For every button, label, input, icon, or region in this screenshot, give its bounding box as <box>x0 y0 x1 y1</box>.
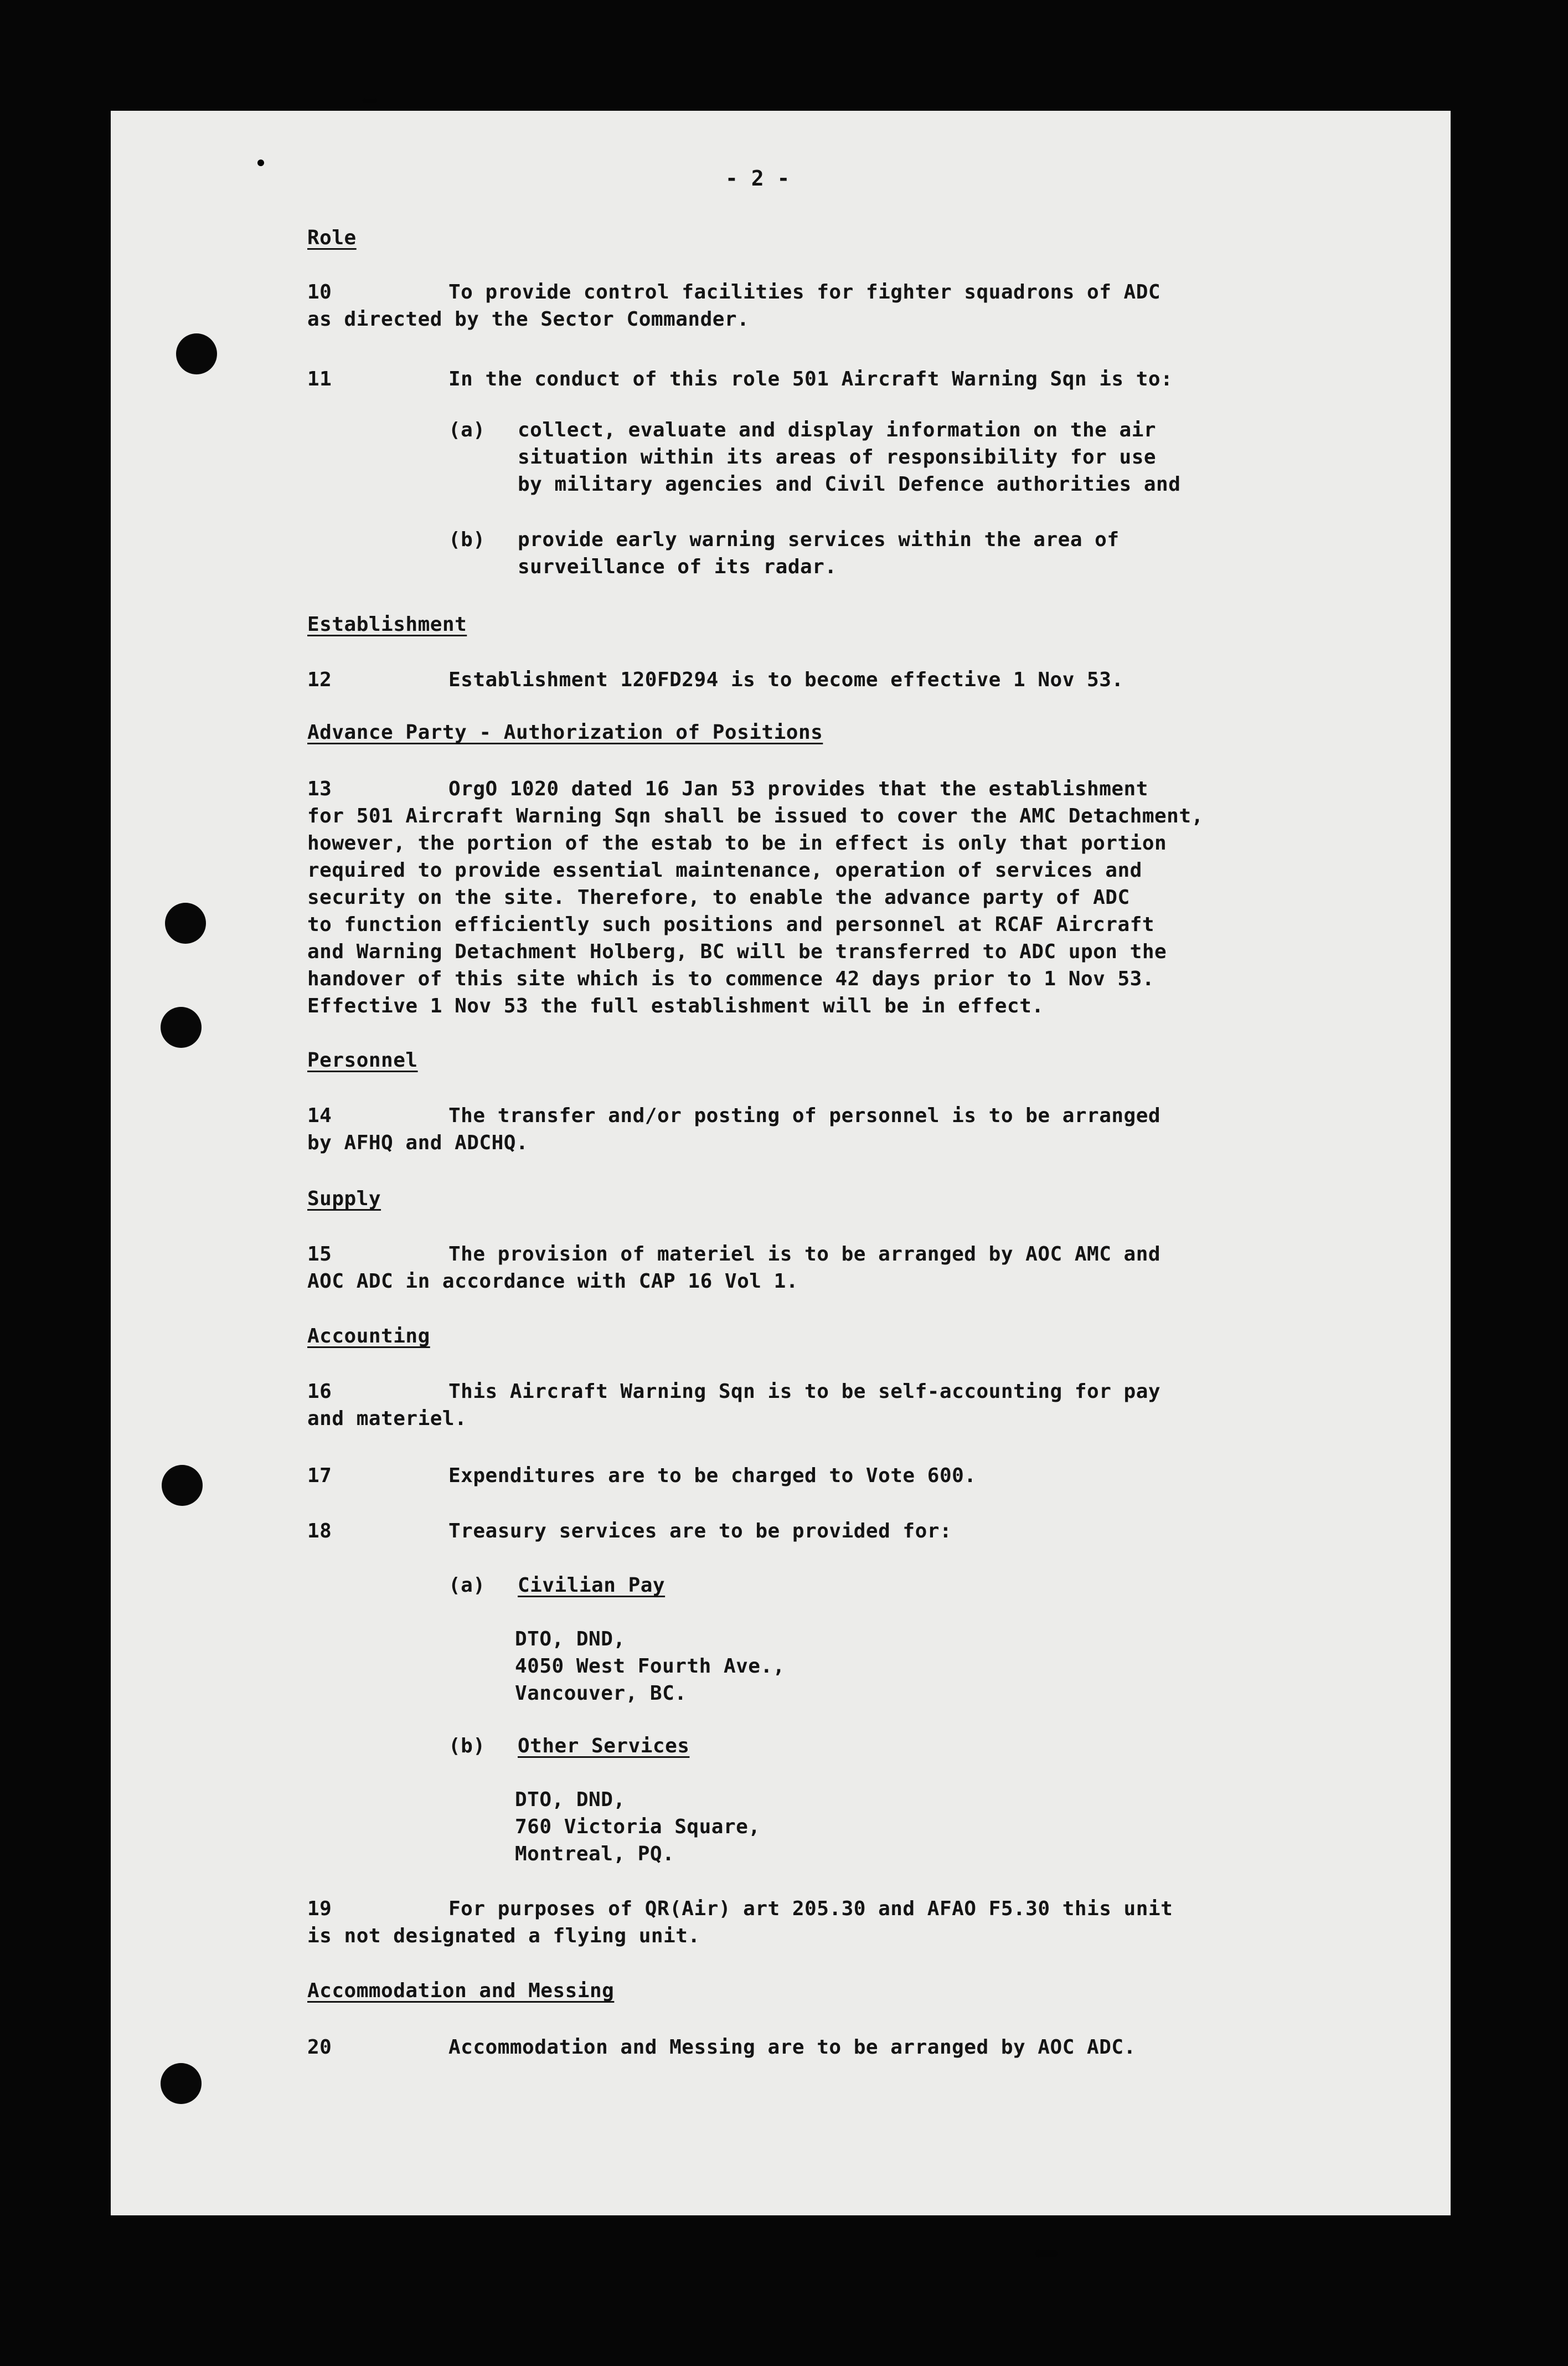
paragraph-14-line: The transfer and/or posting of personnel is to be arranged <box>448 1104 1161 1127</box>
list-item-label: (b) <box>448 1735 486 1757</box>
paragraph-20-line: Accommodation and Messing are to be arranged by AOC ADC. <box>448 2036 1136 2059</box>
punch-hole <box>176 333 217 374</box>
address-line: 760 Victoria Square, <box>515 1815 761 1838</box>
list-item-b-line: provide early warning services within the area of <box>518 528 1120 551</box>
paragraph-number-12: 12 <box>307 668 332 691</box>
paragraph-number-15: 15 <box>307 1243 332 1266</box>
heading-role: Role <box>307 227 357 249</box>
paragraph-16-line: and materiel. <box>307 1407 467 1430</box>
address-line: Montreal, PQ. <box>515 1843 675 1865</box>
address-line: Vancouver, BC. <box>515 1682 687 1705</box>
paragraph-number-18: 18 <box>307 1520 332 1542</box>
list-item-label: (a) <box>448 419 486 441</box>
paragraph-number-10: 10 <box>307 281 332 304</box>
heading-accounting: Accounting <box>307 1325 430 1347</box>
paragraph-number-13: 13 <box>307 778 332 800</box>
punch-hole <box>161 2063 202 2104</box>
paragraph-15-line: The provision of materiel is to be arranged by AOC AMC and <box>448 1243 1161 1266</box>
page-number: - 2 - <box>725 166 790 191</box>
address-line: DTO, DND, <box>515 1628 626 1650</box>
paragraph-18-line: Treasury services are to be provided for: <box>448 1520 952 1542</box>
film-speck <box>257 160 264 166</box>
list-item-a-line: collect, evaluate and display information on the air <box>518 419 1157 441</box>
heading-advance-party: Advance Party - Authorization of Positions <box>307 721 823 744</box>
paragraph-14-line: by AFHQ and ADCHQ. <box>307 1131 529 1154</box>
paragraph-13-line: Effective 1 Nov 53 the full establishment will be in effect. <box>307 995 1044 1017</box>
paragraph-10-line: as directed by the Sector Commander. <box>307 308 750 331</box>
subheading-civilian-pay: Civilian Pay <box>518 1574 666 1597</box>
punch-hole <box>162 1465 203 1506</box>
paragraph-16-line: This Aircraft Warning Sqn is to be self-accounting for pay <box>448 1380 1161 1403</box>
paragraph-13-line: however, the portion of the estab to be in effect is only that portion <box>307 832 1167 855</box>
paragraph-number-14: 14 <box>307 1104 332 1127</box>
paragraph-13-line: for 501 Aircraft Warning Sqn shall be issued to cover the AMC Detachment, <box>307 805 1204 827</box>
paragraph-15-line: AOC ADC in accordance with CAP 16 Vol 1. <box>307 1270 798 1293</box>
paragraph-13-line: OrgO 1020 dated 16 Jan 53 provides that the establishment <box>448 778 1148 800</box>
list-item-label: (a) <box>448 1574 486 1597</box>
paragraph-19-line: is not designated a flying unit. <box>307 1925 700 1947</box>
subheading-other-services: Other Services <box>518 1735 690 1757</box>
paragraph-19-line: For purposes of QR(Air) art 205.30 and AFAO F5.30 this unit <box>448 1897 1173 1920</box>
paragraph-10-line: To provide control facilities for fighter squadrons of ADC <box>448 281 1161 304</box>
address-line: DTO, DND, <box>515 1788 626 1811</box>
paragraph-12-line: Establishment 120FD294 is to become effective 1 Nov 53. <box>448 668 1124 691</box>
heading-accommodation: Accommodation and Messing <box>307 1979 615 2002</box>
heading-establishment: Establishment <box>307 613 467 636</box>
heading-supply: Supply <box>307 1187 381 1210</box>
film-speck <box>1035 2250 1058 2257</box>
heading-personnel: Personnel <box>307 1049 418 1072</box>
paragraph-13-line: and Warning Detachment Holberg, BC will be transferred to ADC upon the <box>307 940 1167 963</box>
list-item-a-line: situation within its areas of responsibility for use <box>518 446 1157 469</box>
paragraph-number-19: 19 <box>307 1897 332 1920</box>
punch-hole <box>161 1007 202 1048</box>
film-speck <box>363 99 377 103</box>
list-item-a-line: by military agencies and Civil Defence authorities and <box>518 473 1181 496</box>
paragraph-number-11: 11 <box>307 368 332 390</box>
paragraph-17-line: Expenditures are to be charged to Vote 600. <box>448 1464 977 1487</box>
paragraph-13-line: security on the site. Therefore, to enable the advance party of ADC <box>307 886 1130 909</box>
paragraph-13-line: to function efficiently such positions and personnel at RCAF Aircraft <box>307 913 1154 936</box>
paragraph-13-line: handover of this site which is to commence 42 days prior to 1 Nov 53. <box>307 968 1154 990</box>
list-item-b-line: surveillance of its radar. <box>518 556 837 578</box>
paragraph-number-17: 17 <box>307 1464 332 1487</box>
paragraph-13-line: required to provide essential maintenance, operation of services and <box>307 859 1142 882</box>
paragraph-number-16: 16 <box>307 1380 332 1403</box>
list-item-label: (b) <box>448 528 486 551</box>
paragraph-11-line: In the conduct of this role 501 Aircraft Warning Sqn is to: <box>448 368 1173 390</box>
address-line: 4050 West Fourth Ave., <box>515 1655 785 1678</box>
punch-hole <box>165 903 206 944</box>
paragraph-number-20: 20 <box>307 2036 332 2059</box>
